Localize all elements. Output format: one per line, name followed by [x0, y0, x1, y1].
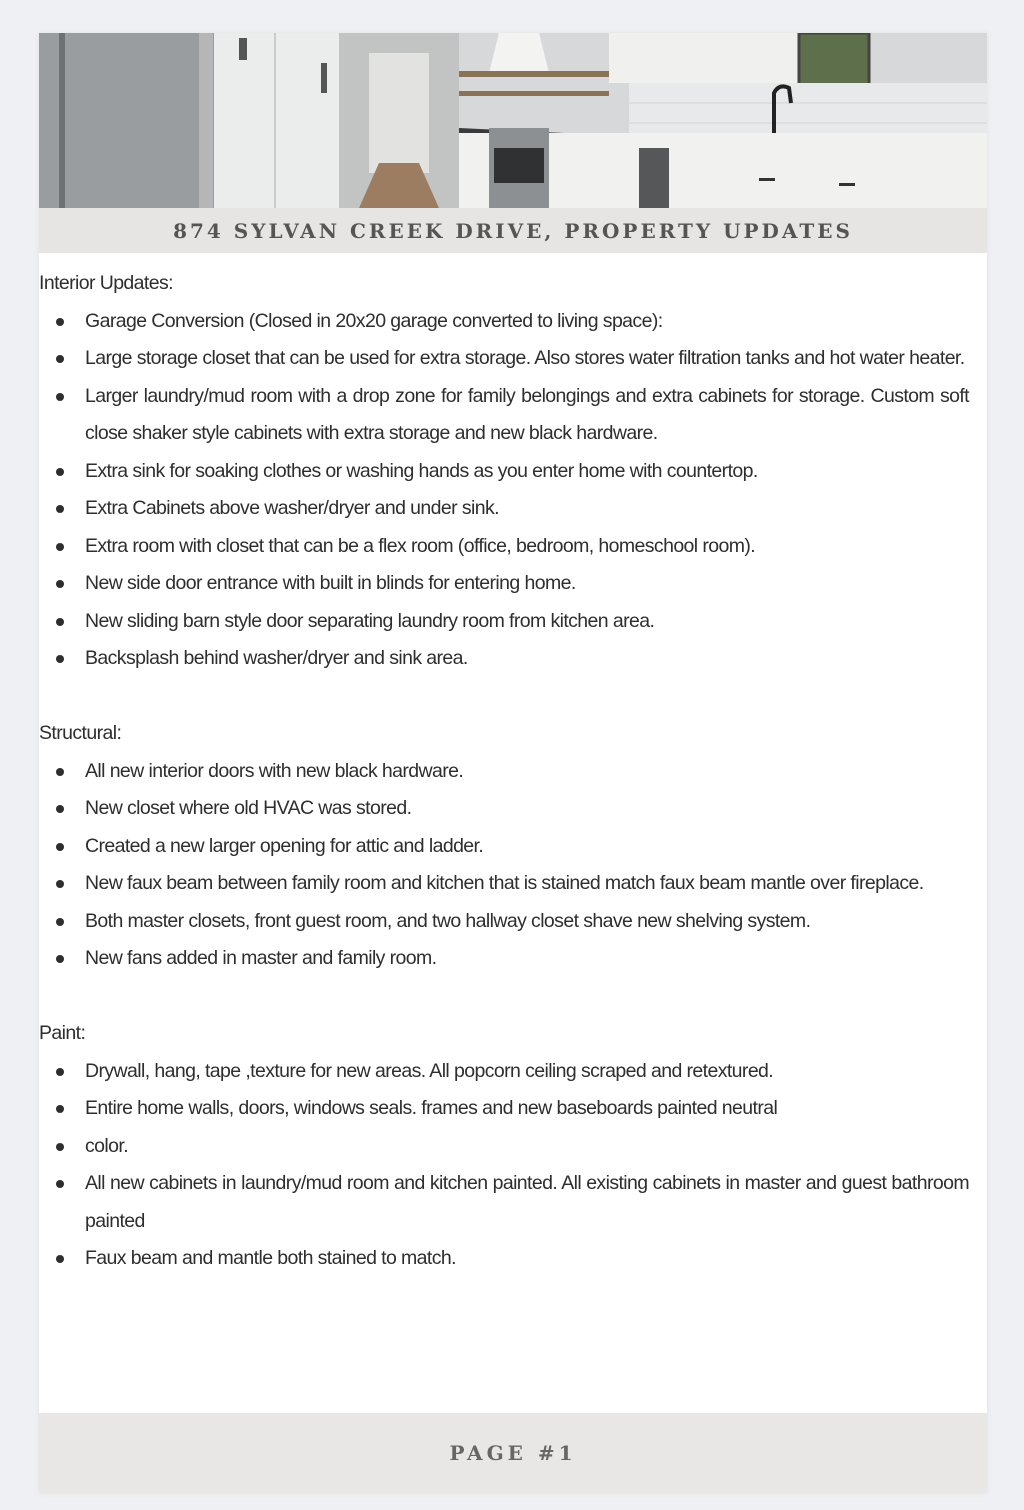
- bullet-icon: [56, 768, 64, 776]
- bullet-icon: [56, 805, 64, 813]
- list-item: Entire home walls, doors, windows seals. frames and new baseboards painted neutral: [39, 1090, 969, 1128]
- bullet-icon: [56, 880, 64, 888]
- bullet-icon: [56, 918, 64, 926]
- paint-list: [39, 1053, 969, 1278]
- bullet-icon: [56, 1255, 64, 1263]
- list-item: New side door entrance with built in blinds for entering home.: [39, 565, 969, 603]
- list-item: Extra room with closet that can be a flex room (office, bedroom, homeschool room).: [39, 528, 969, 566]
- list-item: New faux beam between family room and kitchen that is stained match faux beam mantle over fireplace.: [39, 865, 969, 903]
- list-item: New closet where old HVAC was stored.: [39, 790, 969, 828]
- list-item: Extra Cabinets above washer/dryer and under sink.: [39, 490, 969, 528]
- bullet-icon: [56, 393, 64, 401]
- list-item: Both master closets, front guest room, and two hallway closet shave new shelving system.: [39, 903, 969, 941]
- page-number: PAGE #1: [449, 1441, 577, 1465]
- list-item: Extra sink for soaking clothes or washing hands as you enter home with countertop.: [39, 453, 969, 491]
- document-page: [39, 33, 987, 1493]
- bullet-icon: [56, 618, 64, 626]
- bullet-icon: [56, 955, 64, 963]
- bullet-icon: [56, 468, 64, 476]
- bullet-icon: [56, 318, 64, 326]
- bullet-icon: [56, 843, 64, 851]
- list-item: New fans added in master and family room.: [39, 940, 969, 978]
- list-item: All new interior doors with new black hardware.: [39, 753, 969, 791]
- list-item: Created a new larger opening for attic and ladder.: [39, 828, 969, 866]
- section-spacer: [39, 678, 969, 716]
- bullet-icon: [56, 580, 64, 588]
- list-item: color.: [39, 1128, 969, 1166]
- structural-list: [39, 753, 969, 978]
- title-band: [39, 208, 987, 253]
- bullet-icon: [56, 1143, 64, 1151]
- bullet-icon: [56, 355, 64, 363]
- bullet-icon: [56, 543, 64, 551]
- page-footer: [39, 1413, 987, 1493]
- list-item: All new cabinets in laundry/mud room and kitchen painted. All existing cabinets in master and guest bathroom painted: [39, 1165, 969, 1240]
- bullet-icon: [56, 655, 64, 663]
- bullet-icon: [56, 1105, 64, 1113]
- section-heading-structural: Structural:: [39, 722, 122, 744]
- bullet-icon: [56, 1180, 64, 1188]
- list-item: Drywall, hang, tape ,texture for new areas. All popcorn ceiling scraped and retextured.: [39, 1053, 969, 1091]
- list-item: Backsplash behind washer/dryer and sink area.: [39, 640, 969, 678]
- bullet-icon: [56, 1068, 64, 1076]
- list-item: Garage Conversion (Closed in 20x20 garage converted to living space):: [39, 303, 969, 341]
- list-item: New sliding barn style door separating laundry room from kitchen area.: [39, 603, 969, 641]
- list-item: Faux beam and mantle both stained to match.: [39, 1240, 969, 1278]
- bullet-icon: [56, 505, 64, 513]
- kitchen-photo: [39, 33, 987, 208]
- interior-updates-list: [39, 303, 969, 678]
- document-body: [39, 265, 969, 1278]
- kitchen-illustration: [39, 33, 987, 208]
- section-spacer: [39, 978, 969, 1016]
- document-title: 874 SYLVAN CREEK DRIVE, PROPERTY UPDATES: [173, 218, 853, 243]
- section-heading-interior: Interior Updates:: [39, 272, 173, 294]
- list-item: Larger laundry/mud room with a drop zone for family belongings and extra cabinets for storage. Custom soft close shaker style cabinets with extra storage and new black hardware.: [39, 378, 969, 453]
- section-heading-paint: Paint:: [39, 1022, 86, 1044]
- list-item: Large storage closet that can be used for extra storage. Also stores water filtration tanks and hot water heater.: [39, 340, 969, 378]
